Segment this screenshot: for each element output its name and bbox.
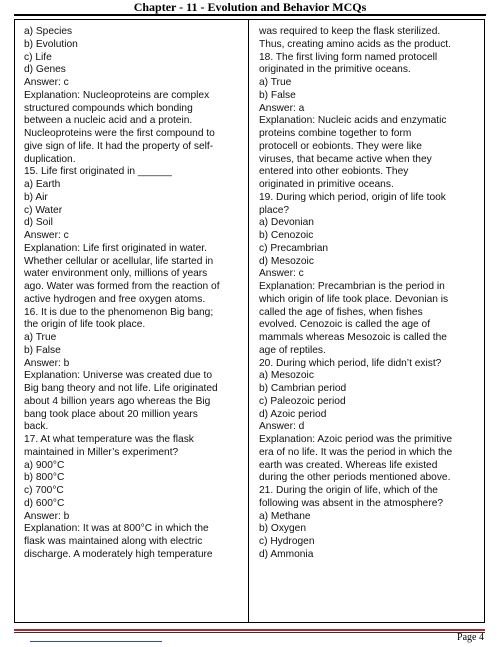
right-column bbox=[249, 20, 484, 622]
text-line: Thus, creating amino acids as the product. bbox=[259, 38, 451, 50]
text-line: active hydrogen and free oxygen atoms. bbox=[24, 293, 206, 305]
left-column bbox=[15, 20, 249, 622]
text-line: flask was maintained along with electric bbox=[24, 536, 203, 547]
text-line: a) Methane bbox=[259, 510, 311, 522]
text-line: protocell or eobionts. They were like bbox=[259, 140, 422, 152]
content-frame bbox=[14, 19, 485, 623]
text-line: called the age of fishes, when fishes bbox=[259, 306, 423, 318]
text-line: a) 900°C bbox=[24, 459, 65, 471]
page-header-title: Chapter - 11 - Evolution and Behavior MCQs bbox=[133, 0, 367, 14]
text-line: Explanation: It was at 800°C in which the bbox=[24, 523, 209, 535]
text-line: a) Devonian bbox=[259, 217, 314, 229]
text-line: Answer: d bbox=[259, 421, 305, 433]
text-line: Answer: c bbox=[24, 230, 69, 241]
text-line: Explanation: Azoic period was the primitive bbox=[259, 434, 453, 445]
text-line: 17. At what temperature was the flask bbox=[24, 434, 194, 445]
text-line: Explanation: Universe was created due to bbox=[24, 370, 213, 382]
text-line: 18. The first living form named protocell bbox=[259, 51, 438, 63]
text-line: a) Species bbox=[24, 26, 73, 37]
text-line: c) Water bbox=[24, 204, 63, 216]
text-line: b) Cambrian period bbox=[259, 383, 347, 394]
text-line: Nucleoproteins were the first compound to bbox=[24, 128, 215, 139]
text-line: originated in primitive oceans. bbox=[259, 179, 394, 190]
text-line: Answer: c bbox=[24, 77, 69, 88]
text-line: b) False bbox=[24, 344, 61, 356]
text-line: between a nucleic acid and a protein. bbox=[24, 115, 193, 127]
footer-divider-red bbox=[14, 629, 485, 631]
footer-link-underline[interactable] bbox=[30, 641, 162, 642]
text-line: d) Genes bbox=[24, 64, 66, 76]
text-line: Explanation: Nucleic acids and enzymatic bbox=[259, 115, 447, 127]
text-line: c) Hydrogen bbox=[259, 536, 315, 547]
text-line: Big bang theory and not life. Life originated bbox=[24, 383, 218, 394]
text-line: originated in the primitive oceans. bbox=[259, 64, 411, 76]
text-line: b) 800°C bbox=[24, 472, 65, 484]
text-line: give sign of life. It had the property of self- bbox=[24, 140, 214, 152]
text-line: duplication. bbox=[24, 153, 76, 165]
text-line: bang took place about 20 million years bbox=[24, 408, 198, 420]
text-line: 15. Life first originated in ______ bbox=[24, 166, 172, 178]
text-line: 19. During which period, origin of life took bbox=[259, 191, 446, 203]
text-line: age of reptiles. bbox=[259, 344, 326, 356]
text-line: d) Ammonia bbox=[259, 548, 314, 560]
text-line: following was absent in the atmosphere? bbox=[259, 497, 444, 509]
text-line: ago. Water was formed from the reaction of bbox=[24, 281, 220, 292]
text-line: c) Life bbox=[24, 51, 52, 63]
text-line: earth was created. Whereas life existed bbox=[259, 459, 438, 471]
text-line: c) Paleozoic period bbox=[259, 395, 346, 407]
text-line: maintained in Miller’s experiment? bbox=[24, 446, 179, 458]
text-line: a) True bbox=[24, 332, 57, 343]
text-line: Whether cellular or acellular, life started in bbox=[24, 255, 214, 267]
text-line: 16. It is due to the phenomenon Big bang; bbox=[24, 306, 214, 318]
text-line: entered into other eobionts. They bbox=[259, 166, 409, 178]
text-line: water environment only, millions of years bbox=[24, 268, 208, 280]
text-line: c) 700°C bbox=[24, 485, 64, 496]
footer-divider-dark bbox=[14, 632, 485, 633]
text-line: back. bbox=[24, 421, 49, 433]
header-divider bbox=[14, 14, 486, 16]
text-line: a) True bbox=[259, 77, 292, 88]
text-line: a) Earth bbox=[24, 179, 61, 190]
text-line: Answer: b bbox=[24, 357, 70, 369]
text-line: b) False bbox=[259, 89, 296, 101]
text-line: discharge. A moderately high temperature bbox=[24, 548, 213, 560]
text-line: was required to keep the flask sterilized. bbox=[259, 26, 441, 37]
text-line: place? bbox=[259, 204, 290, 216]
text-line: evolved. Cenozoic is called the age of bbox=[259, 319, 431, 331]
text-line: Answer: c bbox=[259, 268, 304, 280]
text-line: structured compounds which bonding bbox=[24, 102, 193, 114]
text-line: 20. During which period, life didn’t exist? bbox=[259, 357, 442, 369]
text-line: a) Mesozoic bbox=[259, 370, 314, 382]
text-line: during the other periods mentioned above. bbox=[259, 472, 451, 484]
text-line: the origin of life took place. bbox=[24, 319, 146, 331]
text-line: 21. During the origin of life, which of the bbox=[259, 485, 438, 496]
text-line: about 4 billion years ago whereas the Big bbox=[24, 395, 211, 407]
text-line: d) Soil bbox=[24, 217, 53, 229]
text-line: Answer: b bbox=[24, 510, 70, 522]
text-line: b) Oxygen bbox=[259, 523, 306, 535]
text-line: viruses, that became active when they bbox=[259, 153, 432, 165]
text-line: b) Cenozoic bbox=[259, 230, 314, 241]
text-line: d) 600°C bbox=[24, 497, 65, 509]
text-line: b) Air bbox=[24, 191, 48, 203]
text-line: proteins combine together to form bbox=[259, 128, 412, 139]
text-line: d) Azoic period bbox=[259, 408, 327, 420]
text-line: b) Evolution bbox=[24, 38, 78, 50]
text-line: c) Precambrian bbox=[259, 242, 329, 254]
text-line: mammals whereas Mesozoic is called the bbox=[259, 332, 447, 343]
text-line: Answer: a bbox=[259, 102, 305, 114]
text-line: d) Mesozoic bbox=[259, 255, 314, 267]
text-line: era of no life. It was the period in which the bbox=[259, 446, 453, 458]
text-line: Explanation: Precambrian is the period in bbox=[259, 281, 445, 292]
text-line: Explanation: Nucleoproteins are complex bbox=[24, 89, 210, 101]
page-number: Page 4 bbox=[457, 632, 484, 643]
text-line: Explanation: Life first originated in water. bbox=[24, 242, 207, 254]
text-line: which origin of life took place. Devonian is bbox=[259, 293, 449, 305]
